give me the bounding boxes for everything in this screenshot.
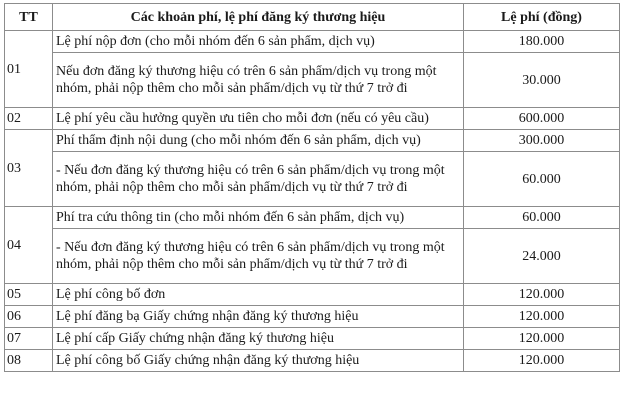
header-description: Các khoản phí, lệ phí đăng ký thương hiệu	[53, 4, 464, 31]
fee-description-line: Lệ phí đăng bạ Giấy chứng nhận đăng ký thương hiệu	[56, 309, 359, 324]
fee-amount: 60.000	[464, 152, 620, 207]
fee-description-line: Phí thẩm định nội dung (cho mỗi nhóm đến 6 sản phẩm, dịch vụ)	[56, 133, 421, 148]
fee-description	[53, 306, 464, 328]
fee-description-line: nhóm, phải nộp thêm cho mỗi sản phẩm/dịch vụ từ thứ 7 trở đi	[56, 180, 408, 195]
row-number: 06	[5, 306, 53, 328]
fee-description	[53, 130, 464, 152]
fee-amount: 24.000	[464, 229, 620, 284]
fee-description-line: Lệ phí cấp Giấy chứng nhận đăng ký thương hiệu	[56, 331, 335, 346]
fee-description	[53, 284, 464, 306]
table-row	[5, 350, 620, 372]
row-number: 01	[5, 31, 53, 108]
fee-table-body	[5, 31, 620, 372]
fee-description-line: - Nếu đơn đăng ký thương hiệu có trên 6 sản phẩm/dịch vụ trong một	[56, 163, 445, 178]
fee-amount: 120.000	[464, 306, 620, 328]
fee-description-line: Lệ phí yêu cầu hưởng quyền ưu tiên cho mỗi đơn (nếu có yêu cầu)	[56, 111, 429, 126]
fee-description	[53, 53, 464, 108]
fee-amount: 180.000	[464, 31, 620, 53]
fee-description	[53, 328, 464, 350]
row-number: 02	[5, 108, 53, 130]
fee-description	[53, 229, 464, 284]
row-number: 07	[5, 328, 53, 350]
table-header-row	[5, 4, 620, 31]
fee-description-line: nhóm, phải nộp thêm cho mỗi sản phẩm/dịch vụ từ thứ 7 trở đi	[56, 257, 408, 272]
table-row	[5, 152, 620, 207]
fee-description-line: Nếu đơn đăng ký thương hiệu có trên 6 sản phẩm/dịch vụ trong một	[56, 64, 437, 79]
fee-amount: 600.000	[464, 108, 620, 130]
table-row	[5, 328, 620, 350]
table-row	[5, 306, 620, 328]
fee-description-line: Lệ phí công bố Giấy chứng nhận đăng ký thương hiệu	[56, 353, 360, 368]
fee-description-line: Lệ phí công bố đơn	[56, 287, 166, 302]
fee-amount: 300.000	[464, 130, 620, 152]
fee-amount: 120.000	[464, 350, 620, 372]
fee-description	[53, 350, 464, 372]
header-tt: TT	[5, 4, 53, 31]
table-row	[5, 53, 620, 108]
fee-amount: 60.000	[464, 207, 620, 229]
fee-description	[53, 152, 464, 207]
table-row	[5, 31, 620, 53]
table-row	[5, 284, 620, 306]
table-row	[5, 130, 620, 152]
fee-description-line: Lệ phí nộp đơn (cho mỗi nhóm đến 6 sản phẩm, dịch vụ)	[56, 34, 375, 49]
row-number: 05	[5, 284, 53, 306]
table-row	[5, 229, 620, 284]
fee-description	[53, 207, 464, 229]
header-fee: Lệ phí (đồng)	[464, 4, 620, 31]
fee-amount: 30.000	[464, 53, 620, 108]
fee-description-line: nhóm, phải nộp thêm cho mỗi sản phẩm/dịch vụ từ thứ 7 trở đi	[56, 81, 408, 96]
table-row	[5, 108, 620, 130]
fee-amount: 120.000	[464, 328, 620, 350]
row-number: 03	[5, 130, 53, 207]
fee-description-line: Phí tra cứu thông tin (cho mỗi nhóm đến 6 sản phẩm, dịch vụ)	[56, 210, 405, 225]
table-row	[5, 207, 620, 229]
fee-amount: 120.000	[464, 284, 620, 306]
fee-description	[53, 31, 464, 53]
fee-description	[53, 108, 464, 130]
fee-table	[4, 3, 620, 372]
row-number: 04	[5, 207, 53, 284]
row-number: 08	[5, 350, 53, 372]
fee-description-line: - Nếu đơn đăng ký thương hiệu có trên 6 sản phẩm/dịch vụ trong một	[56, 240, 445, 255]
